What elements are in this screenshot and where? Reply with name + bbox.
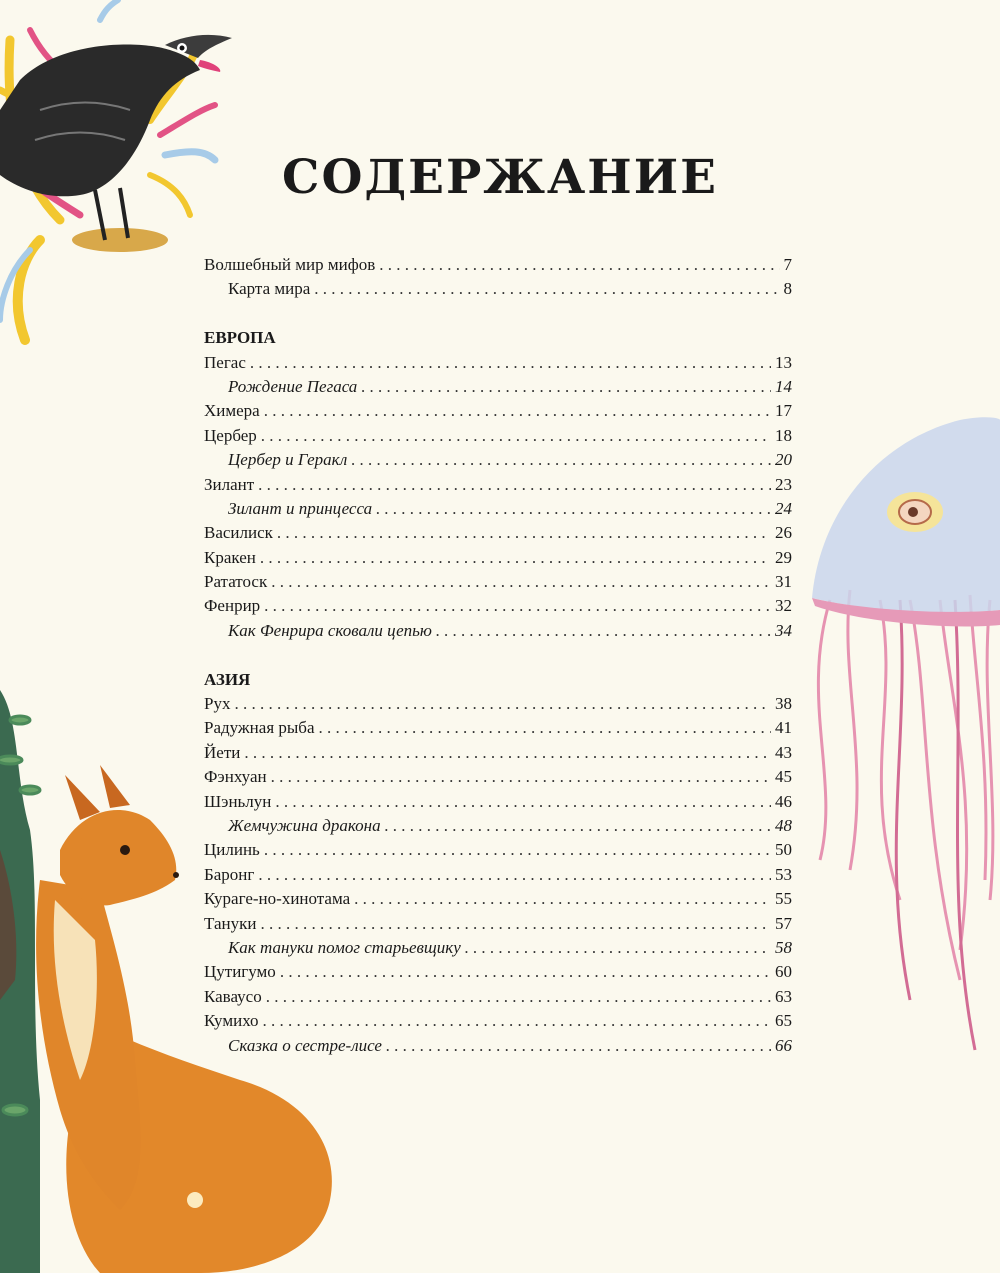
dot-leader xyxy=(271,765,771,789)
toc-entry-label: Радужная рыба xyxy=(204,718,315,738)
section-gap xyxy=(204,643,792,667)
toc-entry-label: Тануки xyxy=(204,913,257,933)
toc-entry-label: Каваусо xyxy=(204,986,262,1006)
dot-leader xyxy=(263,1009,771,1033)
dot-leader xyxy=(244,741,771,765)
dot-leader xyxy=(271,570,771,594)
toc-entry-page: 63 xyxy=(775,986,792,1006)
toc-entry-label: Зилант xyxy=(204,474,255,494)
section-gap xyxy=(204,302,792,326)
toc-entry[interactable] xyxy=(204,985,792,1009)
toc-entry-label: Как тануки помог старьевщику xyxy=(228,937,461,957)
toc-entry[interactable] xyxy=(204,521,792,545)
page-title: СОДЕРЖАНИЕ xyxy=(282,150,718,205)
toc-entry-label: Кураге-но-хинотама xyxy=(204,889,351,909)
toc-entry-page: 29 xyxy=(775,547,792,567)
toc-entry-label: Кумихо xyxy=(204,1011,259,1031)
toc-entry-label: Фенрир xyxy=(204,596,261,616)
toc-entry[interactable] xyxy=(204,912,792,936)
toc-entry[interactable] xyxy=(204,1009,792,1033)
toc-entry-page: 43 xyxy=(775,742,792,762)
toc-entry[interactable] xyxy=(204,765,792,789)
toc-sections xyxy=(204,326,792,1058)
toc-entry[interactable] xyxy=(204,570,792,594)
toc-entry-page: 65 xyxy=(775,1011,792,1031)
dot-leader xyxy=(258,863,771,887)
toc-entry[interactable] xyxy=(204,790,792,814)
toc-entry[interactable] xyxy=(204,253,792,277)
toc-entry-page: 34 xyxy=(775,620,792,640)
dot-leader xyxy=(261,424,771,448)
toc-entry[interactable] xyxy=(204,863,792,887)
toc-entry-page: 8 xyxy=(783,279,792,299)
toc-entry[interactable] xyxy=(204,546,792,570)
toc-entry-page: 66 xyxy=(775,1035,792,1055)
dot-leader xyxy=(436,619,771,643)
dot-leader xyxy=(264,594,771,618)
dot-leader xyxy=(379,253,779,277)
dot-leader xyxy=(280,960,771,984)
toc-entry-page: 20 xyxy=(775,450,792,470)
table-of-contents xyxy=(204,253,792,1058)
toc-entry[interactable] xyxy=(204,399,792,423)
toc-entry[interactable] xyxy=(204,473,792,497)
dot-leader xyxy=(354,887,771,911)
dot-leader xyxy=(376,497,771,521)
toc-entry-label: Сказка о сестре-лисе xyxy=(228,1035,382,1055)
toc-entry-label: Фэнхуан xyxy=(204,767,267,787)
toc-entry-label: Рождение Пегаса xyxy=(228,376,358,396)
dot-leader xyxy=(264,399,771,423)
toc-entry-page: 7 xyxy=(783,255,792,274)
toc-entry[interactable] xyxy=(204,594,792,618)
toc-entry-page: 31 xyxy=(775,572,792,592)
dot-leader xyxy=(234,692,771,716)
section-heading: АЗИЯ xyxy=(204,669,251,689)
toc-entry[interactable] xyxy=(204,716,792,740)
section-heading: ЕВРОПА xyxy=(204,328,276,348)
toc-entry-label: Как Фенрира сковали цепью xyxy=(228,620,432,640)
dot-leader xyxy=(351,448,771,472)
dot-leader xyxy=(258,473,771,497)
toc-entry-page: 58 xyxy=(775,937,792,957)
toc-subentry[interactable] xyxy=(204,1034,792,1058)
dot-leader xyxy=(264,838,771,862)
toc-entry-page: 17 xyxy=(775,401,792,421)
toc-entry-label: Зилант и принцесса xyxy=(228,498,373,518)
toc-entry-page: 26 xyxy=(775,523,792,543)
toc-entry-label: Кракен xyxy=(204,547,256,567)
dot-leader xyxy=(361,375,771,399)
toc-entry[interactable] xyxy=(204,351,792,375)
dot-leader xyxy=(386,1034,771,1058)
toc-entry-page: 14 xyxy=(775,376,792,396)
toc-entry-page: 18 xyxy=(775,425,792,445)
toc-entry-page: 48 xyxy=(775,815,792,835)
dot-leader xyxy=(266,985,771,1009)
toc-entry-page: 24 xyxy=(775,498,792,518)
toc-entry-label: Василиск xyxy=(204,523,273,543)
toc-subentry[interactable] xyxy=(204,936,792,960)
toc-entry-page: 57 xyxy=(775,913,792,933)
toc-entry-page: 45 xyxy=(775,767,792,787)
dot-leader xyxy=(260,546,771,570)
toc-entry-page: 50 xyxy=(775,840,792,860)
toc-entry-page: 53 xyxy=(775,864,792,884)
toc-entry-page: 55 xyxy=(775,889,792,909)
dot-leader xyxy=(319,716,772,740)
toc-entry-page: 46 xyxy=(775,791,792,811)
toc-subentry[interactable] xyxy=(204,619,792,643)
toc-entry-label: Химера xyxy=(204,401,260,421)
toc-entry[interactable] xyxy=(204,887,792,911)
toc-entry-label: Цербер xyxy=(204,425,257,445)
toc-entry-page: 13 xyxy=(775,352,792,372)
toc-entry-label: Рататоск xyxy=(204,572,268,592)
dot-leader xyxy=(260,912,771,936)
dot-leader xyxy=(314,277,779,301)
toc-entry-page: 23 xyxy=(775,474,792,494)
toc-entry[interactable] xyxy=(204,741,792,765)
dot-leader xyxy=(275,790,771,814)
toc-entry[interactable] xyxy=(204,838,792,862)
toc-subentry[interactable] xyxy=(204,814,792,838)
toc-subentry[interactable] xyxy=(204,375,792,399)
toc-entry-label: Цилинь xyxy=(204,840,260,860)
dot-leader xyxy=(250,351,771,375)
dot-leader xyxy=(385,814,771,838)
toc-entry-label: Цербер и Геракл xyxy=(228,450,348,470)
toc-entry-label: Цутигумо xyxy=(204,962,276,982)
toc-entry-label: Жемчужина дракона xyxy=(228,815,381,835)
toc-entry-label: Рух xyxy=(204,694,231,714)
toc-entry-label: Йети xyxy=(204,742,241,762)
toc-entry-label: Карта мира xyxy=(228,279,311,299)
toc-entry-page: 38 xyxy=(775,694,792,714)
toc-entry-label: Шэньлун xyxy=(204,791,272,811)
toc-entry-label: Волшебный мир мифов xyxy=(204,255,376,274)
toc-entry[interactable] xyxy=(204,692,792,716)
toc-entry[interactable] xyxy=(204,960,792,984)
toc-entry-page: 60 xyxy=(775,962,792,982)
toc-entry-label: Баронг xyxy=(204,864,255,884)
toc-subentry[interactable] xyxy=(204,497,792,521)
toc-entry-page: 41 xyxy=(775,718,792,738)
toc-entry[interactable] xyxy=(204,424,792,448)
toc-entry-label: Пегас xyxy=(204,352,246,372)
jellyfish-illustration xyxy=(812,417,1000,1050)
dot-leader xyxy=(277,521,771,545)
toc-entry[interactable] xyxy=(204,277,792,301)
toc-subentry[interactable] xyxy=(204,448,792,472)
dot-leader xyxy=(465,936,771,960)
toc-entry-page: 32 xyxy=(775,596,792,616)
